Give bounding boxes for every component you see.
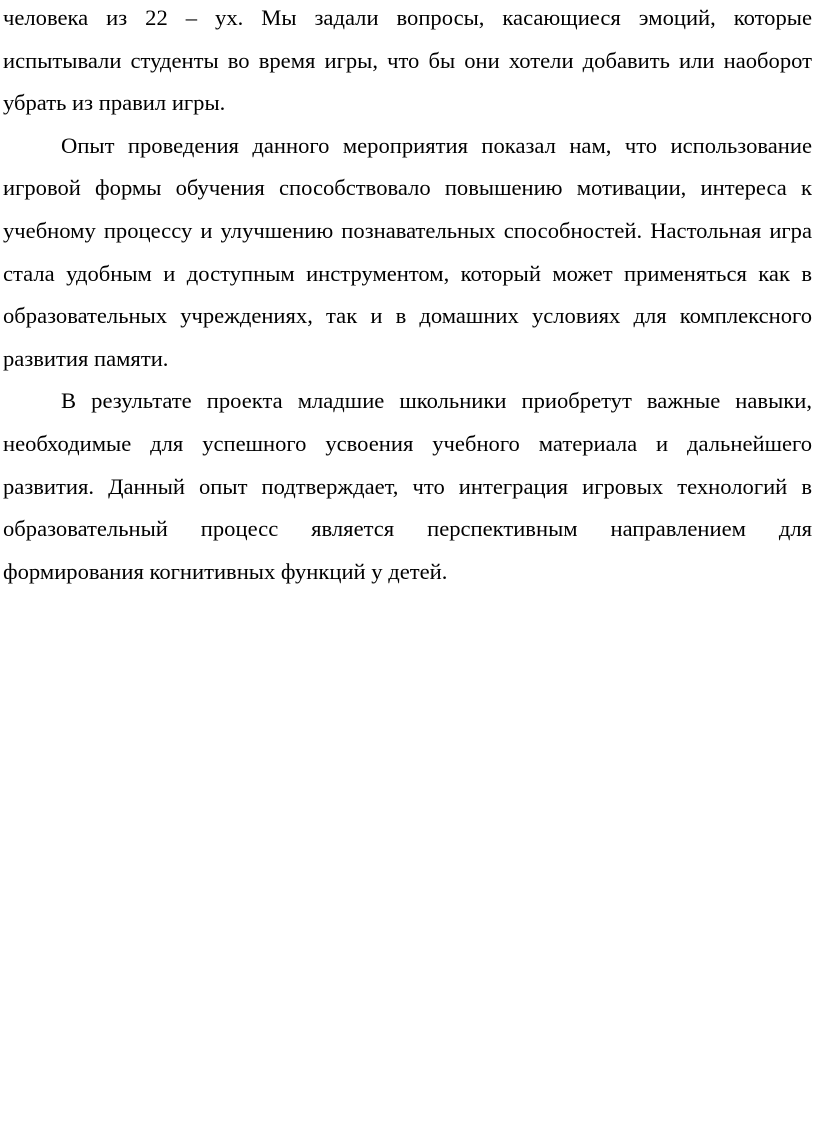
body-text: [3, 0, 812, 593]
paragraph-survey-continuation: человека из 22 – ух. Мы задали вопросы, касающиеся эмоций, которые испытывали студенты во время игры, что бы они хотели добавить или наоборот убрать из правил игры.: [3, 5, 812, 116]
paragraph-experience: Опыт проведения данного мероприятия показал нам, что использование игровой формы обучения способствовало повышению мотивации, интереса к учебному процессу и улучшению познавательных способностей. Настольная игра стала удобным и доступным инструментом, который может применяться как в образовательных учреждениях, так и в домашних условиях для комплексного развития памяти.: [3, 132, 812, 371]
paragraph-conclusion: В результате проекта младшие школьники приобретут важные навыки, необходимые для успешного усвоения учебного материала и дальнейшего развития. Данный опыт подтверждает, что интеграция игровых технологий в образовательный процесс является перспективным направлением для формирования когнитивных функций у детей.: [3, 388, 812, 584]
